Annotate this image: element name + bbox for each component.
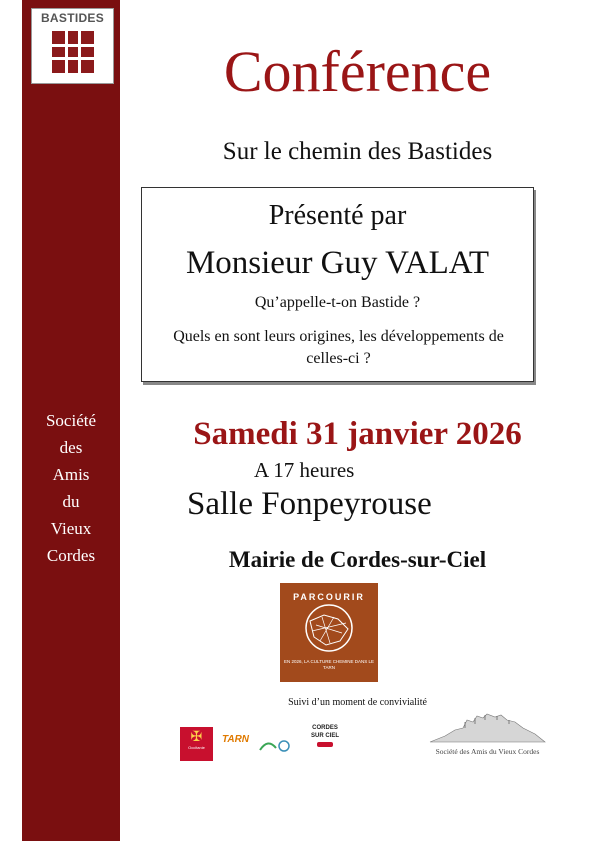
tarn-logo <box>222 734 302 760</box>
question-2: Quels en sont leurs origines, les développements de celles-ci ? <box>173 328 504 367</box>
occitan-cross-icon: ✠ <box>190 728 203 744</box>
occitanie-logo <box>180 727 213 761</box>
bastides-logo <box>31 8 114 84</box>
bastides-grid-icon <box>52 31 94 73</box>
convivialite-note: Suivi d’un moment de convivialité <box>288 697 427 708</box>
society-line: Cordes <box>46 546 96 565</box>
presenter-box <box>141 187 534 382</box>
society-line: des <box>59 438 83 457</box>
tarn-label: TARN <box>222 734 250 745</box>
presenter-name: Monsieur Guy VALAT <box>185 245 490 281</box>
event-venue: Salle Fonpeyrouse <box>187 486 432 522</box>
society-stamp-label: Société des Amis du Vieux Cordes <box>435 747 540 756</box>
parcourir-word: PARCOURIR <box>293 592 365 602</box>
society-name <box>22 407 120 569</box>
society-line: du <box>62 492 80 511</box>
logo-word: BASTIDES <box>40 11 105 25</box>
page-subtitle: Sur le chemin des Bastides <box>222 138 493 165</box>
tarn-emblem-icon <box>258 736 298 756</box>
question-1: Qu’appelle-t-on Bastide ? <box>254 294 421 311</box>
parcourir-logo <box>280 583 378 682</box>
cordes-mark-icon <box>317 742 333 747</box>
city-map-icon <box>304 603 354 653</box>
society-line: Société <box>45 411 97 430</box>
event-place: Mairie de Cordes-sur-Ciel <box>228 547 487 572</box>
cordes-logo <box>309 724 341 760</box>
occitanie-label: Occitanie <box>188 745 205 750</box>
society-line: Vieux <box>50 519 92 538</box>
society-line: Amis <box>52 465 90 484</box>
event-time: A 17 heures <box>254 458 355 482</box>
parcourir-footer: EN 2026, LA CULTURE CHEMINE DANS LE TARN <box>284 659 374 670</box>
presenter-intro: Présenté par <box>268 200 407 231</box>
cordes-label: CORDES SUR CIEL <box>310 725 339 739</box>
village-sketch-icon <box>425 708 550 746</box>
society-stamp <box>425 708 550 762</box>
page-title: Conférence <box>223 39 492 104</box>
event-date: Samedi 31 janvier 2026 <box>193 416 522 452</box>
